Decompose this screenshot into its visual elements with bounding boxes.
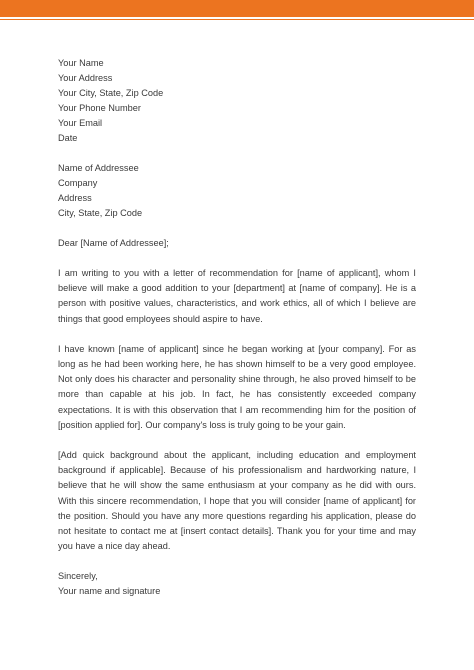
recipient-city: City, State, Zip Code	[58, 208, 143, 218]
sender-address: Your Address	[58, 73, 113, 83]
sender-phone: Your Phone Number	[58, 103, 141, 113]
header-accent-rule	[0, 19, 474, 20]
sender-name: Your Name	[58, 58, 104, 68]
letter-date: Date	[58, 133, 78, 143]
recipient-name: Name of Addressee	[58, 163, 139, 173]
header-accent-bar	[0, 0, 474, 17]
recipient-block	[58, 161, 416, 221]
salutation: Dear [Name of Addressee];	[58, 238, 169, 248]
recipient-company: Company	[58, 178, 98, 188]
body-paragraph: [Add quick background about the applicant, including education and employment background if applicable]. Because of his professionalism and hardworking nature, I believe that he will show the same enthusiasm at your company as he did with ours. With this sincere recommendation, I hope that you will consider [name of applicant] for the position. Should you have any more questions regarding his application, please do not hesitate to contact me at [insert contact details]. Thank you for your time and may you have a nice day ahead.	[58, 450, 416, 552]
sender-block	[58, 56, 416, 146]
recipient-address: Address	[58, 193, 92, 203]
closing: Sincerely,	[58, 571, 98, 582]
body-paragraph: I have known [name of applicant] since he began working at [your company]. For as long as he had been working here, he has shown himself to be a very good employee. Not only does his character and personality shine through, he also proved himself to be more than capable at his job. In fact, he has consistently exceeded company expectations. It is with this observation that I am recommending him for the position of [position applied for]. Our company's loss is truly going to be your gain.	[58, 343, 416, 430]
sender-email: Your Email	[58, 118, 103, 128]
body-paragraph: I am writing to you with a letter of recommendation for [name of applicant], whom I believe will make a good addition to your [department] at [name of company]. He is a person with positive values, characteristics, and work ethics, all of which I believe are things that good employees should aspire to have.	[58, 268, 416, 324]
sender-city: Your City, State, Zip Code	[58, 88, 164, 98]
letter-body	[58, 56, 416, 599]
signature: Your name and signature	[58, 586, 161, 597]
